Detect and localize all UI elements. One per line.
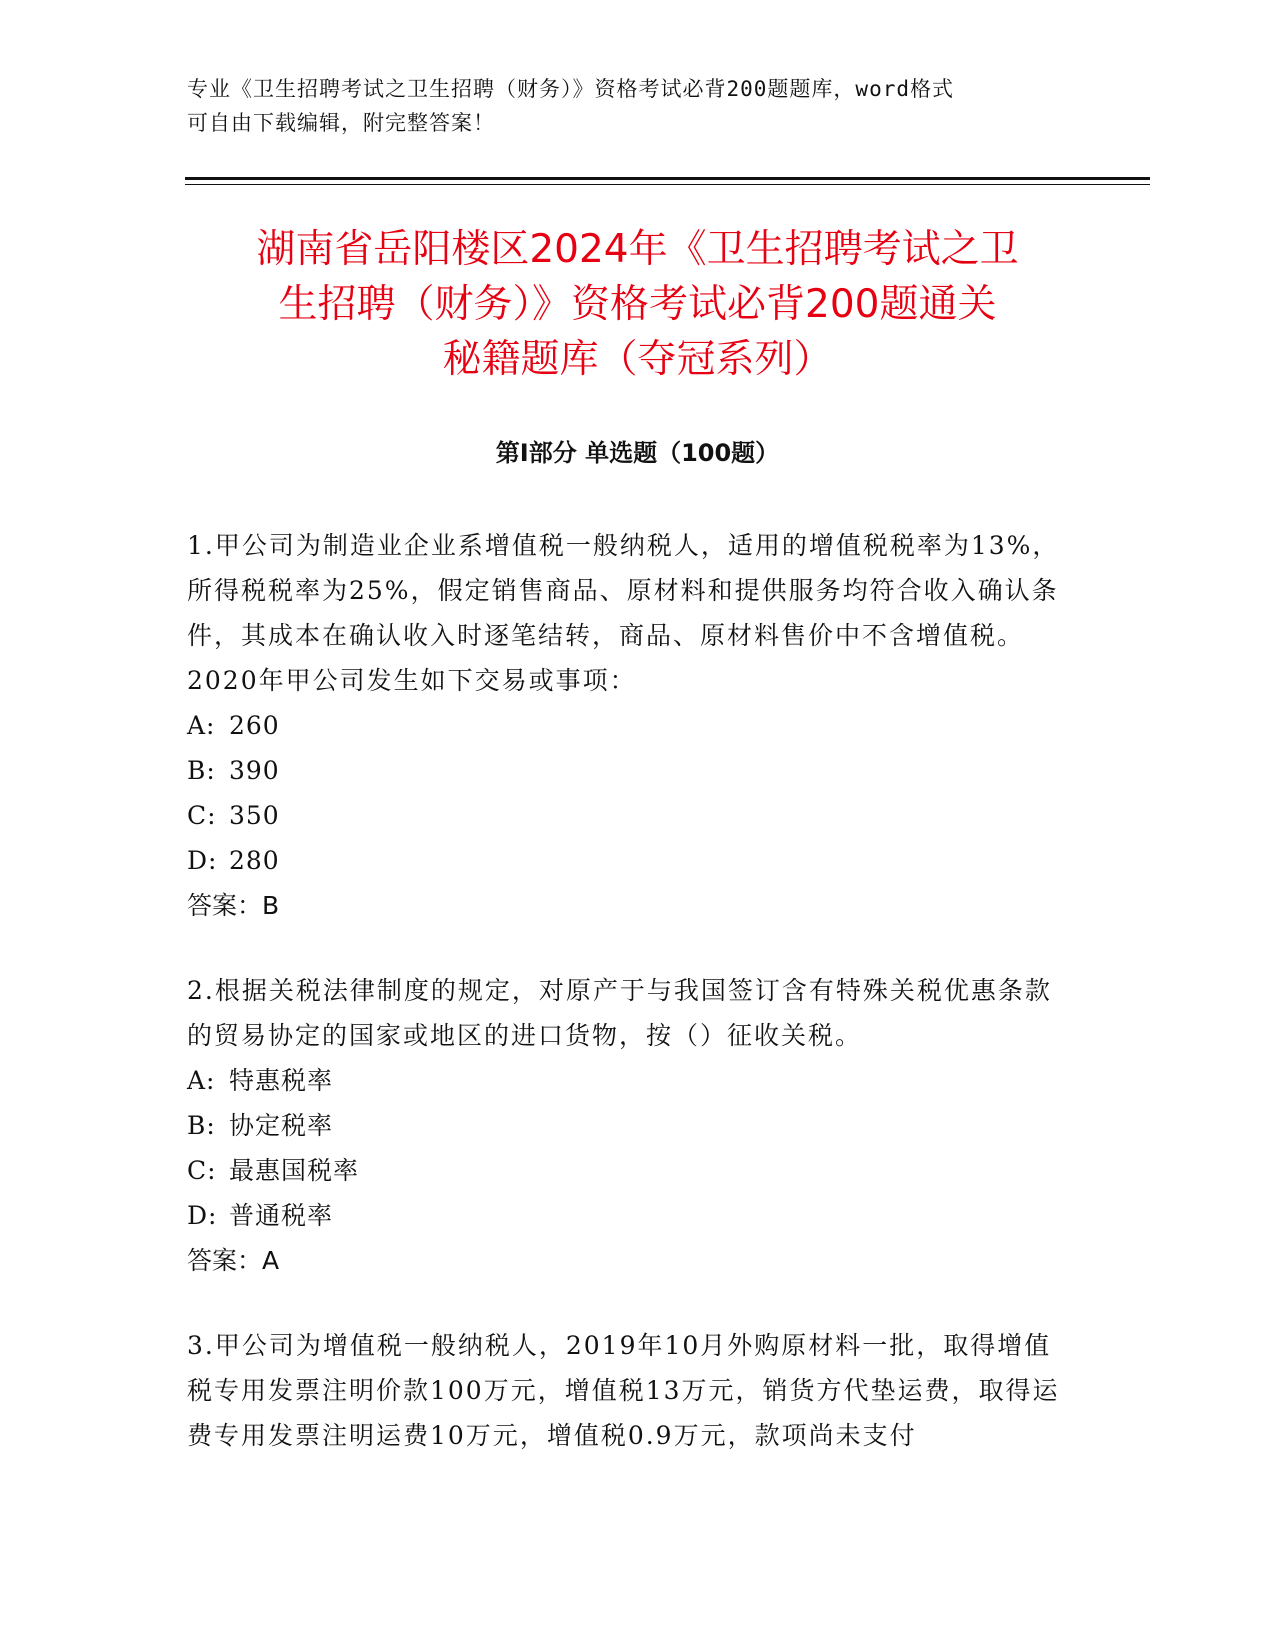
- header-note-line-2: 可自由下载编辑，附完整答案！: [187, 111, 495, 135]
- option-letter: D:: [187, 846, 218, 875]
- question-stem: 3.甲公司为增值税一般纳税人，2019年10月外购原材料一批，取得增值税专用发票注明价款100万元，增值税13万元，销货方代垫运费，取得运费专用发票注明运费10万元，增值税0.9万元，款项尚未支付: [187, 1331, 1060, 1450]
- option-c: [187, 793, 1077, 838]
- option-a: [187, 703, 1077, 748]
- option-letter: A:: [187, 711, 216, 740]
- option-text: 260: [229, 711, 280, 740]
- option-letter: C:: [187, 1156, 217, 1185]
- section-heading: 第Ⅰ部分 单选题（100题）: [495, 439, 780, 467]
- option-letter: D:: [187, 1201, 218, 1230]
- option-text: 普通税率: [229, 1201, 334, 1230]
- option-a: [187, 1058, 1077, 1103]
- question-list: [187, 523, 1077, 1498]
- option-text: 350: [229, 801, 280, 830]
- option-text: 特惠税率: [229, 1066, 334, 1095]
- option-text: 协定税率: [229, 1111, 334, 1140]
- option-letter: C:: [187, 801, 217, 830]
- header-rule-thick: [185, 177, 1150, 180]
- document-title-line-3: 秘籍题库（夺冠系列）: [442, 337, 833, 382]
- question-stem: 1.甲公司为制造业企业系增值税一般纳税人，适用的增值税税率为13%，所得税税率为25%，假定销售商品、原材料和提供服务均符合收入确认条件，其成本在确认收入时逐笔结转，商品、原材料售价中不含增值税。2020年甲公司发生如下交易或事项：: [187, 531, 1060, 695]
- question-stem: 2.根据关税法律制度的规定，对原产于与我国签订含有特殊关税优惠条款的贸易协定的国家或地区的进口货物，按（）征收关税。: [187, 976, 1052, 1050]
- option-c: [187, 1148, 1077, 1193]
- answer-line: 答案：A: [187, 1246, 280, 1275]
- document-title-line-2: 生招聘（财务）》资格考试必背200题通关: [278, 282, 997, 327]
- option-d: [187, 838, 1077, 883]
- option-text: 最惠国税率: [229, 1156, 360, 1185]
- document-title-line-1: 湖南省岳阳楼区2024年《卫生招聘考试之卫: [256, 227, 1019, 272]
- option-letter: B:: [187, 1111, 216, 1140]
- option-letter: A:: [187, 1066, 216, 1095]
- header-note-line-1: 专业《卫生招聘考试之卫生招聘（财务）》资格考试必背200题题库，word格式: [187, 77, 954, 101]
- question-2: [187, 968, 1077, 1283]
- option-b: [187, 1103, 1077, 1148]
- question-1: [187, 523, 1077, 928]
- option-text: 390: [229, 756, 280, 785]
- header-note: [187, 72, 1067, 140]
- option-letter: B:: [187, 756, 216, 785]
- document-title: [175, 222, 1100, 387]
- option-d: [187, 1193, 1077, 1238]
- option-b: [187, 748, 1077, 793]
- question-3: [187, 1323, 1077, 1458]
- header-rule-thin: [185, 184, 1150, 185]
- option-text: 280: [229, 846, 280, 875]
- answer-line: 答案：B: [187, 891, 280, 920]
